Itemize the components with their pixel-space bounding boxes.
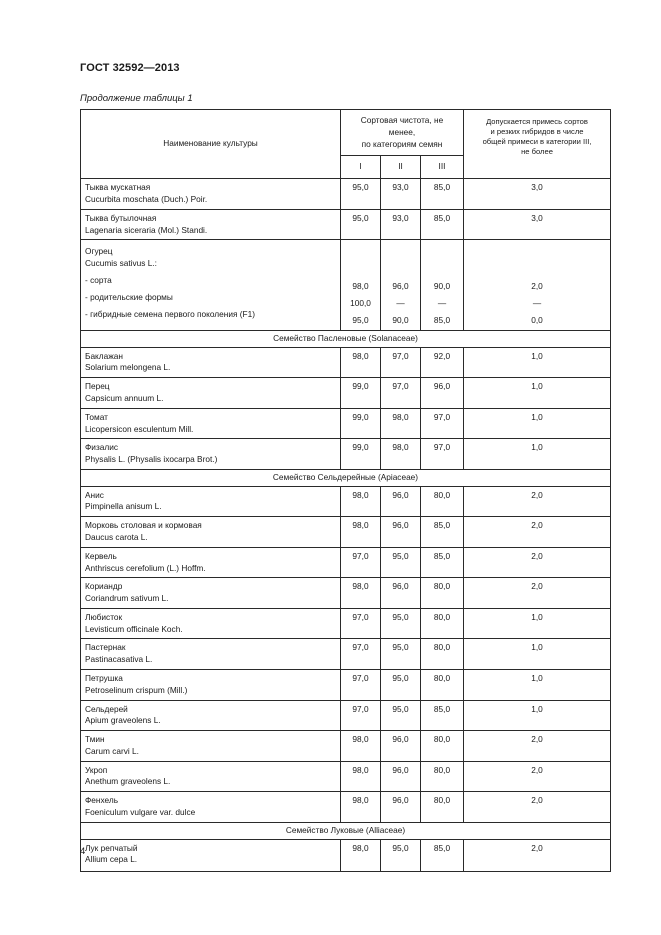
purity-cat-2: — xyxy=(396,298,405,309)
crop-name-ru: Любисток xyxy=(85,611,123,622)
purity-cat-3: 80,0 xyxy=(421,608,464,639)
purity-cat-3: 97,0 xyxy=(421,439,464,470)
table-row xyxy=(81,670,611,701)
crop-name-latin: Solarium melongena L. xyxy=(85,362,171,373)
admixture-value: 2,0 xyxy=(464,486,611,517)
table-row-cucumber xyxy=(81,240,611,330)
crop-name-latin: Anthriscus cerefolium (L.) Hoffm. xyxy=(85,562,206,573)
purity-cat-1: 99,0 xyxy=(341,378,381,409)
crop-name-latin: Apium graveolens L. xyxy=(85,715,161,726)
crop-name-latin: Capsicum annuum L. xyxy=(85,392,164,403)
table-row xyxy=(81,439,611,470)
table-row xyxy=(81,517,611,548)
crop-name-ru: Лук репчатый xyxy=(85,842,138,853)
purity-cat-3: 85,0 xyxy=(421,209,464,240)
purity-cat-3: 96,0 xyxy=(421,378,464,409)
crop-name-latin: Pimpinella anisum L. xyxy=(85,501,162,512)
header-admixture-line: не более xyxy=(521,146,553,156)
header-admixture-line: Допускается примесь сортов xyxy=(486,117,588,126)
cucumber-sub-label: - гибридные семена первого поколения (F1) xyxy=(85,308,255,319)
purity-cat-2: 95,0 xyxy=(381,839,421,872)
admixture-value: 2,0 xyxy=(531,281,543,292)
page-number: 4 xyxy=(80,846,86,857)
family-row xyxy=(81,330,611,347)
header-admixture-line: и резких гибридов в числе xyxy=(490,126,584,136)
purity-cat-1: 97,0 xyxy=(341,608,381,639)
purity-cat-1: 95,0 xyxy=(341,209,381,240)
purity-cat-2: 93,0 xyxy=(381,209,421,240)
purity-cat-1: 98,0 xyxy=(341,839,381,872)
purity-cat-3: 85,0 xyxy=(421,517,464,548)
admixture-value: 2,0 xyxy=(464,517,611,548)
purity-cat-3: 80,0 xyxy=(421,731,464,762)
admixture-value: — xyxy=(532,298,542,309)
purity-cat-1: 97,0 xyxy=(341,639,381,670)
crop-name-latin: Cucumis sativus L.: xyxy=(85,258,157,269)
purity-cat-2: 95,0 xyxy=(381,547,421,578)
document-code: ГОСТ 32592—2013 xyxy=(80,62,180,74)
purity-cat-2: 96,0 xyxy=(381,761,421,792)
crop-name-latin: Lagenaria siceraria (Mol.) Standi. xyxy=(85,224,208,235)
crop-name-latin: Daucus carota L. xyxy=(85,531,148,542)
purity-cat-1: 100,0 xyxy=(350,298,371,309)
purity-cat-2: 97,0 xyxy=(381,347,421,378)
admixture-value: 3,0 xyxy=(464,209,611,240)
table-body xyxy=(81,179,611,872)
cucumber-sub-label: - родительские формы xyxy=(85,291,173,302)
crop-name-ru: Анис xyxy=(85,489,104,500)
admixture-value: 2,0 xyxy=(464,731,611,762)
purity-cat-3: 80,0 xyxy=(421,639,464,670)
purity-cat-2: 93,0 xyxy=(381,179,421,210)
seed-purity-table xyxy=(80,109,611,872)
purity-cat-1: 95,0 xyxy=(352,315,369,326)
purity-cat-1: 98,0 xyxy=(341,578,381,609)
header-purity-line: менее, xyxy=(388,126,416,137)
purity-cat-1: 99,0 xyxy=(341,408,381,439)
family-row xyxy=(81,822,611,839)
family-title: Семейство Сельдерейные (Apiaceae) xyxy=(81,469,611,486)
header-admixture-line: общей примеси в категории III, xyxy=(482,136,592,146)
purity-cat-1: 98,0 xyxy=(352,281,369,292)
purity-cat-3: 80,0 xyxy=(421,670,464,701)
purity-cat-1: 97,0 xyxy=(341,547,381,578)
table-row xyxy=(81,179,611,210)
purity-cat-2: 96,0 xyxy=(381,792,421,823)
purity-cat-2: 95,0 xyxy=(381,639,421,670)
admixture-value: 1,0 xyxy=(464,347,611,378)
admixture-value: 2,0 xyxy=(464,792,611,823)
purity-cat-3: 85,0 xyxy=(433,315,451,326)
table-row xyxy=(81,731,611,762)
purity-cat-2: 98,0 xyxy=(381,439,421,470)
purity-cat-3: 80,0 xyxy=(421,792,464,823)
purity-cat-1: 98,0 xyxy=(341,792,381,823)
family-title: Семейство Луковые (Alliaceae) xyxy=(81,822,611,839)
admixture-value: 2,0 xyxy=(464,547,611,578)
purity-cat-1: 99,0 xyxy=(341,439,381,470)
crop-name-latin: Anethum graveolens L. xyxy=(85,776,171,787)
admixture-value: 1,0 xyxy=(464,670,611,701)
header-category-2: II xyxy=(381,156,421,179)
crop-name-ru: Перец xyxy=(85,381,110,392)
header-crop-name: Наименование культуры xyxy=(81,110,341,179)
table-row xyxy=(81,378,611,409)
purity-cat-2: 97,0 xyxy=(381,378,421,409)
purity-cat-1: 95,0 xyxy=(341,179,381,210)
crop-name-latin: Petroselinum crispum (Mill.) xyxy=(85,684,188,695)
purity-cat-3: 92,0 xyxy=(421,347,464,378)
purity-cat-3: 85,0 xyxy=(421,839,464,872)
admixture-value: 3,0 xyxy=(464,179,611,210)
header-category-1: I xyxy=(341,156,381,179)
table-row xyxy=(81,486,611,517)
crop-name-ru: Фенхель xyxy=(85,795,119,806)
crop-name-latin: Pastinacasativa L. xyxy=(85,654,153,665)
table-header xyxy=(81,110,611,179)
family-title: Семейство Пасленовые (Solanaceae) xyxy=(81,330,611,347)
admixture-value: 0,0 xyxy=(531,315,543,326)
purity-cat-1: 98,0 xyxy=(341,486,381,517)
purity-cat-3: 80,0 xyxy=(421,761,464,792)
crop-name-latin: Physalis L. (Physalis ixocarpa Brot.) xyxy=(85,454,218,465)
purity-cat-2: 96,0 xyxy=(381,578,421,609)
crop-name-ru: Тмин xyxy=(85,734,105,745)
purity-cat-1: 98,0 xyxy=(341,731,381,762)
table-row xyxy=(81,578,611,609)
table-row xyxy=(81,792,611,823)
header-category-3: III xyxy=(421,156,464,179)
crop-name-latin: Allium cepa L. xyxy=(85,854,138,865)
admixture-value: 1,0 xyxy=(464,408,611,439)
crop-name-ru: Тыква бутылочная xyxy=(85,212,157,223)
admixture-value: 1,0 xyxy=(464,378,611,409)
admixture-value: 1,0 xyxy=(464,639,611,670)
family-row xyxy=(81,469,611,486)
crop-name-latin: Foeniculum vulgare var. dulce xyxy=(85,807,196,818)
purity-cat-2: 90,0 xyxy=(392,315,409,326)
purity-cat-1: 98,0 xyxy=(341,761,381,792)
crop-name-ru: Морковь столовая и кормовая xyxy=(85,520,202,531)
crop-name-ru: Сельдерей xyxy=(85,703,128,714)
table-row xyxy=(81,839,611,872)
purity-cat-3: 85,0 xyxy=(421,547,464,578)
purity-cat-3: 97,0 xyxy=(421,408,464,439)
cucumber-sub-label: - сорта xyxy=(85,275,112,286)
purity-cat-2: 98,0 xyxy=(381,408,421,439)
table-row xyxy=(81,700,611,731)
table-row xyxy=(81,761,611,792)
purity-cat-3: — xyxy=(437,298,447,309)
crop-name-ru: Кориандр xyxy=(85,581,123,592)
purity-cat-2: 96,0 xyxy=(381,731,421,762)
crop-name-latin: Licopersicon esculentum Mill. xyxy=(85,423,194,434)
purity-cat-1: 98,0 xyxy=(341,517,381,548)
purity-cat-1: 97,0 xyxy=(341,670,381,701)
admixture-value: 1,0 xyxy=(464,439,611,470)
purity-cat-2: 96,0 xyxy=(381,486,421,517)
table-row xyxy=(81,639,611,670)
admixture-value: 2,0 xyxy=(464,761,611,792)
crop-name-latin: Cucurbita moschata (Duch.) Poir. xyxy=(85,194,208,205)
purity-cat-3: 80,0 xyxy=(421,486,464,517)
admixture-value: 1,0 xyxy=(464,700,611,731)
purity-cat-3: 85,0 xyxy=(421,179,464,210)
crop-name-ru: Кервель xyxy=(85,550,117,561)
crop-name-ru: Тыква мускатная xyxy=(85,182,151,193)
purity-cat-1: 97,0 xyxy=(341,700,381,731)
crop-name-ru: Баклажан xyxy=(85,350,123,361)
crop-name-ru: Томат xyxy=(85,411,108,422)
purity-cat-1: 98,0 xyxy=(341,347,381,378)
table-continuation-caption: Продолжение таблицы 1 xyxy=(80,93,193,104)
table-row xyxy=(81,209,611,240)
purity-cat-3: 90,0 xyxy=(433,281,451,292)
header-admixture xyxy=(464,110,611,179)
admixture-value: 2,0 xyxy=(464,839,611,872)
purity-cat-3: 80,0 xyxy=(421,578,464,609)
header-purity-line: по категориям семян xyxy=(361,138,443,149)
crop-name-latin: Levisticum officinale Koch. xyxy=(85,623,183,634)
table-row xyxy=(81,347,611,378)
crop-name-ru: Укроп xyxy=(85,764,108,775)
purity-cat-2: 96,0 xyxy=(392,281,409,292)
purity-cat-2: 95,0 xyxy=(381,608,421,639)
purity-cat-2: 95,0 xyxy=(381,700,421,731)
header-purity-line: Сортовая чистота, не xyxy=(360,115,444,125)
crop-name-ru: Пастернак xyxy=(85,642,126,653)
purity-cat-2: 96,0 xyxy=(381,517,421,548)
crop-name-ru: Физалис xyxy=(85,442,118,453)
crop-name-ru: Огурец xyxy=(85,246,113,257)
crop-name-latin: Carum carvi L. xyxy=(85,745,139,756)
header-varietal-purity xyxy=(341,110,464,156)
purity-cat-3: 85,0 xyxy=(421,700,464,731)
crop-name-ru: Петрушка xyxy=(85,673,123,683)
admixture-value: 2,0 xyxy=(464,578,611,609)
purity-cat-2: 95,0 xyxy=(381,670,421,701)
crop-name-latin: Coriandrum sativum L. xyxy=(85,593,169,604)
table-row xyxy=(81,547,611,578)
admixture-value: 1,0 xyxy=(464,608,611,639)
table-row xyxy=(81,608,611,639)
table-row xyxy=(81,408,611,439)
